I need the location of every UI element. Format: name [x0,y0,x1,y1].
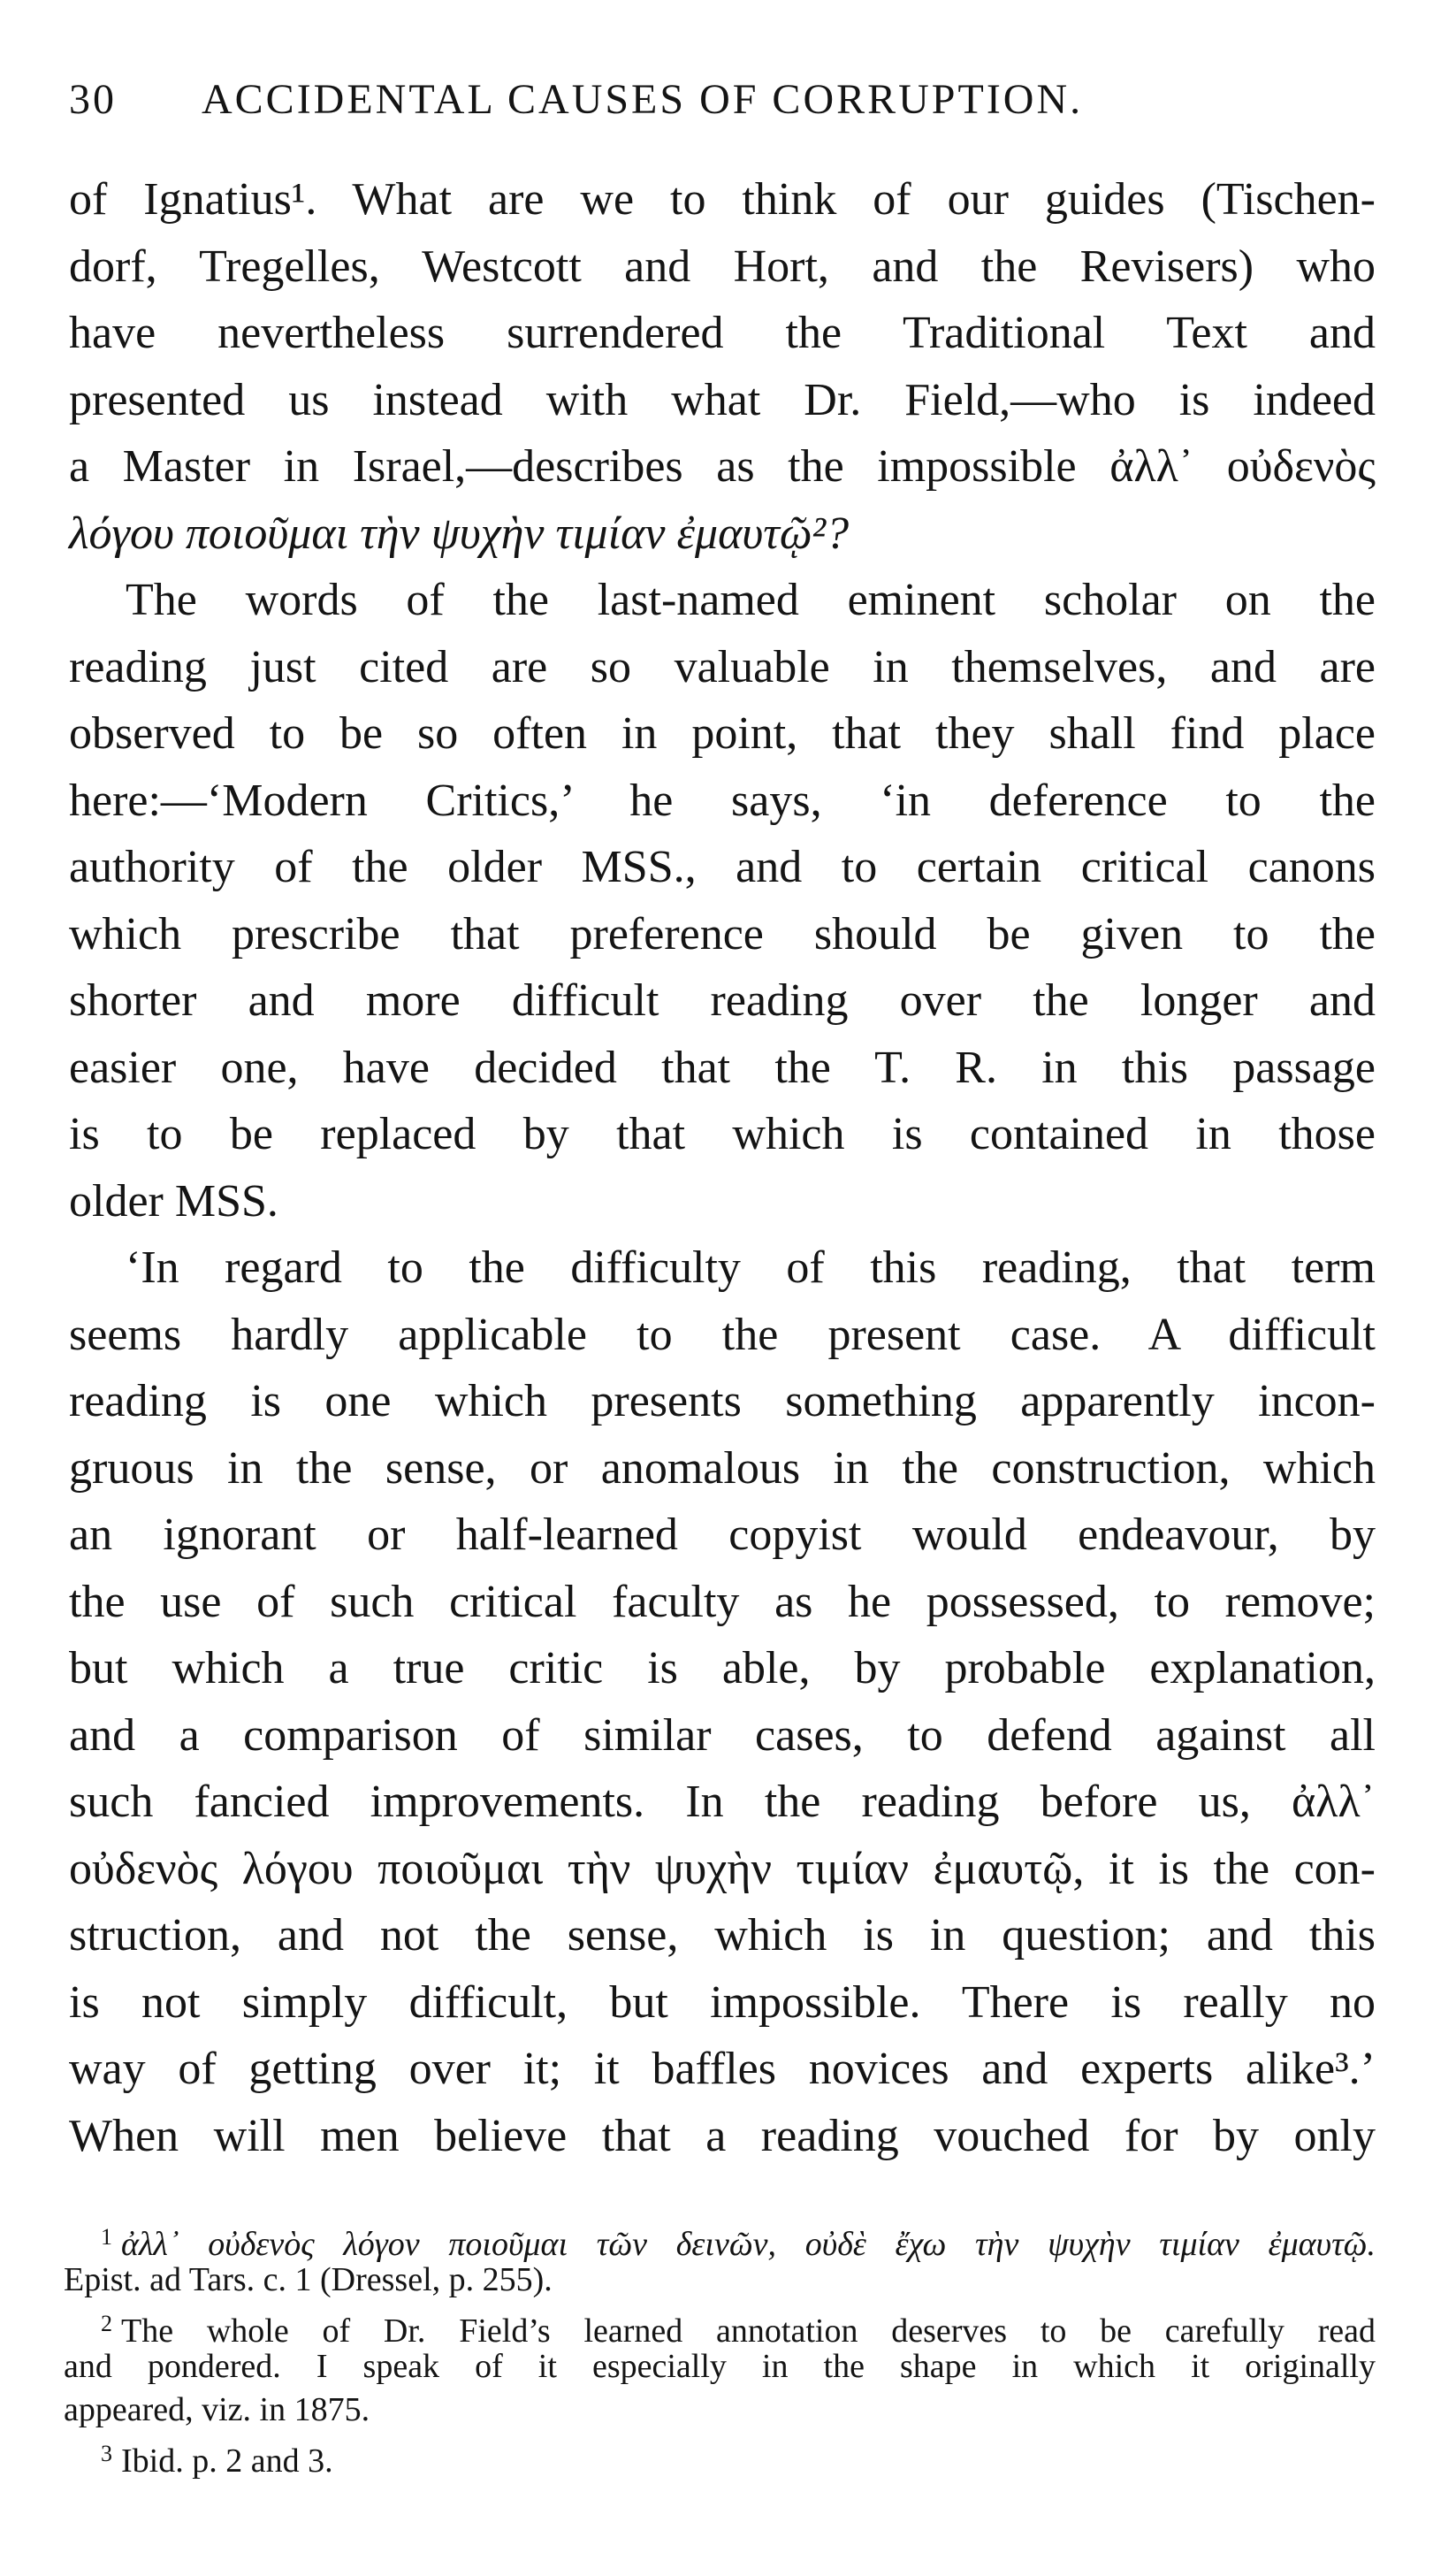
body-line: such fancied improvements. In the reading before us, ἀλλ᾽ [69,1777,1376,1827]
footnote-2 [64,2302,1376,2350]
body-line: of Ignatius¹. What are we to think of our guides (Tischen- [69,174,1376,225]
body-line: observed to be so often in point, that they shall find place [69,708,1376,759]
footnote-mark: 2 [101,2311,112,2336]
footnote-text: The whole of Dr. Field’s learned annotation deserves to be carefully read [121,2312,1376,2350]
body-line: a Master in Israel,—describes as the impossible ἀλλ᾽ οὐδενὸς [69,441,1376,492]
body-line: is not simply difficult, but impossible. There is really no [69,1976,1376,2028]
body-line: reading is one which presents something apparently incon- [69,1376,1376,1426]
body-line: here:—‘Modern Critics,’ he says, ‘in deference to the [69,775,1376,826]
body-line: struction, and not the sense, which is in question; and this [69,1910,1376,1961]
body-line: easier one, have decided that the T. R. in this passage [69,1042,1376,1093]
footnote-2-line: appeared, viz. in 1875. [64,2391,370,2428]
body-line-greek: λόγου ποιοῦμαι τὴν ψυχὴν τιμίαν ἐμαυτῷ²? [69,508,850,559]
body-line: and a comparison of similar cases, to defend against all [69,1709,1376,1761]
running-title: ACCIDENTAL CAUSES OF CORRUPTION. [202,76,1084,123]
paragraph-start: ‘In regard to the difficulty of this reading, that term [126,1242,1376,1293]
body-line: presented us instead with what Dr. Field,—who is indeed [69,374,1376,425]
footnote-1 [64,2215,1376,2263]
body-text [69,166,1376,2169]
body-line: οὐδενὸς λόγου ποιοῦμαι τὴν ψυχὴν τιμίαν ἐμαυτῷ, it is the con- [69,1843,1376,1894]
body-line: gruous in the sense, or anomalous in the construction, which [69,1442,1376,1494]
footnote-3 [64,2432,1376,2480]
body-line: which prescribe that preference should be given to the [69,908,1376,959]
body-line: an ignorant or half-learned copyist would endeavour, by [69,1510,1376,1560]
running-head [69,69,1377,131]
body-line: reading just cited are so valuable in themselves, and are [69,641,1376,692]
body-line: authority of the older MSS., and to certain critical canons [69,842,1376,892]
page-number: 30 [69,76,117,123]
footnotes [64,2215,1376,2480]
body-line: have nevertheless surrendered the Traditional Text and [69,308,1376,358]
footnote-text: Ibid. p. 2 and 3. [121,2442,333,2480]
footnote-mark: 3 [101,2441,112,2466]
body-line: seems hardly applicable to the present case. A difficult [69,1309,1376,1360]
footnote-mark: 1 [101,2224,112,2250]
body-line: is to be replaced by that which is contained in those [69,1109,1376,1159]
body-line: dorf, Tregelles, Westcott and Hort, and the Revisers) who [69,241,1376,292]
body-line: shorter and more difficult reading over the longer and [69,975,1376,1026]
body-line: but which a true critic is able, by probable explanation, [69,1643,1376,1693]
body-line: the use of such critical faculty as he possessed, to remove; [69,1576,1376,1627]
footnote-greek-quote: ἀλλ᾽ οὐδενὸς λόγον ποιοῦμαι τῶν δεινῶν, οὐδὲ ἔχω τὴν ψυχὴν τιμίαν ἐμαυτῷ. [121,2226,1376,2263]
body-line: way of getting over it; it baffles novices and experts alike³.’ [69,2044,1376,2094]
paragraph-start: The words of the last-named eminent scholar on the [126,575,1376,625]
body-line: older MSS. [69,1175,278,1227]
body-line: When will men believe that a reading vouched for by only [69,2110,1376,2161]
footnote-2-line: and pondered. I speak of it especially in the shape in which it originally [64,2348,1376,2385]
footnote-1-citation: Epist. ad Tars. c. 1 (Dressel, p. 255). [64,2261,553,2298]
